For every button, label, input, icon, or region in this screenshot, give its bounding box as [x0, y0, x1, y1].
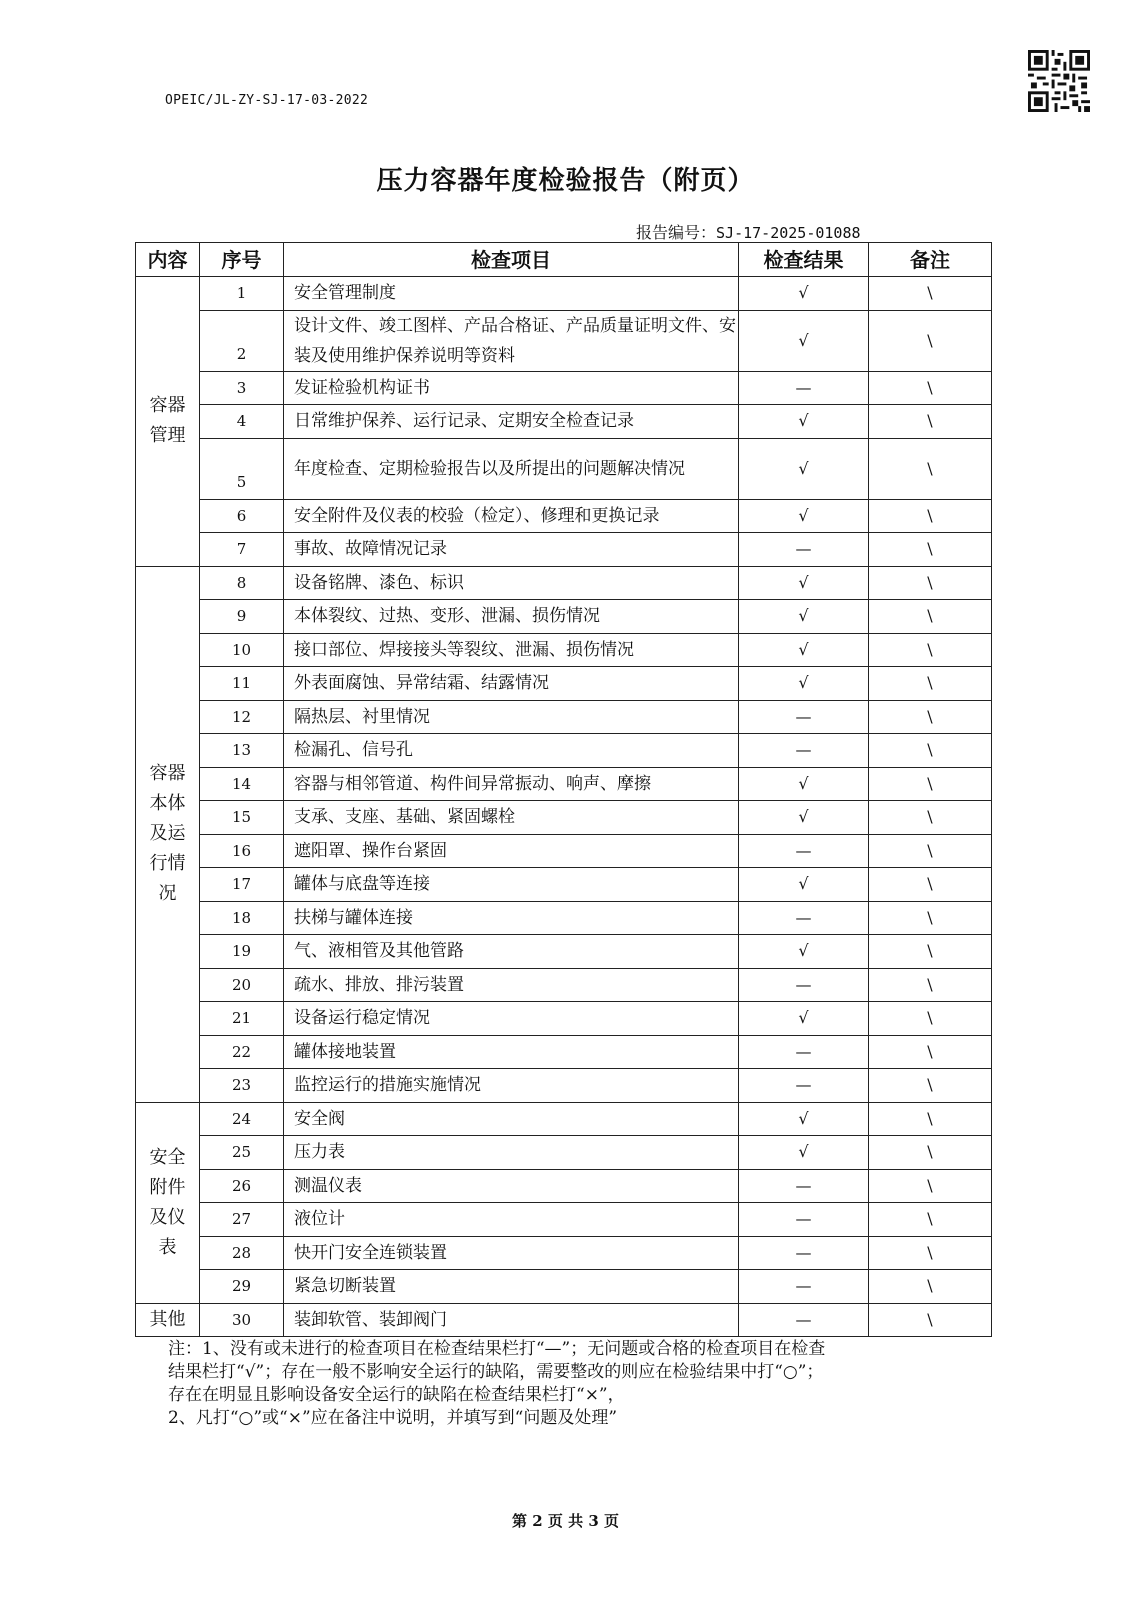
row-number: 22 [200, 1035, 284, 1069]
notes [168, 1338, 968, 1430]
row-number: 9 [200, 600, 284, 634]
note-line: 2、凡打“○”或“×”应在备注中说明，并填写到“问题及处理” [168, 1408, 618, 1428]
row-item: 安全附件及仪表的校验（检定）、修理和更换记录 [284, 499, 739, 533]
row-item: 日常维护保养、运行记录、定期安全检查记录 [284, 405, 739, 439]
table-row [136, 1002, 992, 1036]
row-number: 23 [200, 1069, 284, 1103]
document-code: OPEIC/JL-ZY-SJ-17-03-2022 [165, 93, 369, 108]
row-result: √ [739, 600, 869, 634]
row-remark: \ [869, 600, 992, 634]
row-result: √ [739, 277, 869, 311]
row-item: 遮阳罩、操作台紧固 [284, 834, 739, 868]
row-item: 安全管理制度 [284, 277, 739, 311]
row-number: 3 [200, 371, 284, 405]
row-remark: \ [869, 371, 992, 405]
row-number: 12 [200, 700, 284, 734]
header-remark: 备注 [869, 243, 992, 277]
row-item: 快开门安全连锁装置 [284, 1236, 739, 1270]
row-remark: \ [869, 533, 992, 567]
row-item: 安全阀 [284, 1102, 739, 1136]
row-item: 监控运行的措施实施情况 [284, 1069, 739, 1103]
row-result: — [739, 834, 869, 868]
row-remark: \ [869, 968, 992, 1002]
header-content: 内容 [136, 243, 200, 277]
row-result: √ [739, 767, 869, 801]
row-number: 18 [200, 901, 284, 935]
row-remark: \ [869, 1203, 992, 1237]
row-result: — [739, 1169, 869, 1203]
row-remark: \ [869, 1169, 992, 1203]
group-label-text: 其他 [149, 1308, 186, 1330]
row-number: 28 [200, 1236, 284, 1270]
table-row [136, 1203, 992, 1237]
row-result: √ [739, 405, 869, 439]
row-number: 30 [200, 1303, 284, 1337]
note-line: 注：1、没有或未进行的检查项目在检查结果栏打“—”；无问题或合格的检查项目在检查 [168, 1339, 826, 1359]
row-remark: \ [869, 667, 992, 701]
table-row [136, 801, 992, 835]
table-row [136, 868, 992, 902]
row-item: 罐体接地装置 [284, 1035, 739, 1069]
group-label-text: 容器管理 [149, 395, 186, 447]
table-row [136, 1169, 992, 1203]
row-item: 年度检查、定期检验报告以及所提出的问题解决情况 [284, 438, 739, 499]
row-result: √ [739, 667, 869, 701]
note-line: 存在在明显且影响设备安全运行的缺陷在检查结果栏打“×”， [168, 1385, 625, 1405]
row-item: 紧急切断装置 [284, 1270, 739, 1304]
table-row [136, 405, 992, 439]
table-row [136, 1035, 992, 1069]
row-result: — [739, 1270, 869, 1304]
row-remark: \ [869, 1236, 992, 1270]
table-row [136, 1136, 992, 1170]
row-remark: \ [869, 277, 992, 311]
row-number: 10 [200, 633, 284, 667]
row-item: 设备铭牌、漆色、标识 [284, 566, 739, 600]
row-item: 接口部位、焊接接头等裂纹、泄漏、损伤情况 [284, 633, 739, 667]
row-result: √ [739, 566, 869, 600]
row-result: √ [739, 801, 869, 835]
table-row [136, 633, 992, 667]
row-remark: \ [869, 834, 992, 868]
row-item: 疏水、排放、排污装置 [284, 968, 739, 1002]
row-number: 14 [200, 767, 284, 801]
table-row [136, 566, 992, 600]
row-item: 检漏孔、信号孔 [284, 734, 739, 768]
table-row [136, 1270, 992, 1304]
table-row [136, 499, 992, 533]
row-remark: \ [869, 1002, 992, 1036]
row-number: 8 [200, 566, 284, 600]
row-number: 5 [200, 438, 284, 499]
row-number: 7 [200, 533, 284, 567]
row-number: 21 [200, 1002, 284, 1036]
row-result: — [739, 968, 869, 1002]
row-item: 罐体与底盘等连接 [284, 868, 739, 902]
row-result: — [739, 1303, 869, 1337]
report-number-label: 报告编号： [636, 223, 717, 242]
row-result: — [739, 734, 869, 768]
group-label-text: 容器本体及运行情况 [149, 763, 186, 904]
row-number: 15 [200, 801, 284, 835]
row-item: 事故、故障情况记录 [284, 533, 739, 567]
row-result: √ [739, 868, 869, 902]
row-result: — [739, 1035, 869, 1069]
table-row [136, 533, 992, 567]
row-number: 4 [200, 405, 284, 439]
table-row [136, 277, 992, 311]
row-result: √ [739, 1102, 869, 1136]
row-result: √ [739, 438, 869, 499]
row-result: — [739, 1203, 869, 1237]
row-result: — [739, 371, 869, 405]
row-number: 1 [200, 277, 284, 311]
table-row [136, 700, 992, 734]
row-item: 支承、支座、基础、紧固螺栓 [284, 801, 739, 835]
header-result: 检查结果 [739, 243, 869, 277]
row-result: √ [739, 310, 869, 371]
row-result: — [739, 1236, 869, 1270]
table-row [136, 438, 992, 499]
row-remark: \ [869, 734, 992, 768]
row-result: √ [739, 1136, 869, 1170]
table-row [136, 1069, 992, 1103]
row-result: √ [739, 633, 869, 667]
row-result: — [739, 1069, 869, 1103]
group-label-text: 安全附件及仪表 [149, 1146, 186, 1258]
inspection-table [135, 242, 992, 1337]
row-remark: \ [869, 499, 992, 533]
row-remark: \ [869, 566, 992, 600]
table-row [136, 310, 992, 371]
table-header-row [136, 243, 992, 277]
note-line: 结果栏打“√”；存在一般不影响安全运行的缺陷，需要整改的则应在检验结果中打“○”； [168, 1362, 824, 1382]
row-number: 27 [200, 1203, 284, 1237]
row-result: √ [739, 499, 869, 533]
row-remark: \ [869, 901, 992, 935]
row-item: 气、液相管及其他管路 [284, 935, 739, 969]
row-number: 17 [200, 868, 284, 902]
table-row [136, 901, 992, 935]
row-remark: \ [869, 1069, 992, 1103]
row-remark: \ [869, 700, 992, 734]
table-row [136, 1102, 992, 1136]
row-remark: \ [869, 1270, 992, 1304]
row-number: 25 [200, 1136, 284, 1170]
row-remark: \ [869, 633, 992, 667]
row-number: 19 [200, 935, 284, 969]
table-row [136, 767, 992, 801]
row-remark: \ [869, 1303, 992, 1337]
row-remark: \ [869, 935, 992, 969]
row-result: √ [739, 1002, 869, 1036]
row-remark: \ [869, 1102, 992, 1136]
row-item: 容器与相邻管道、构件间异常振动、响声、摩擦 [284, 767, 739, 801]
table-row [136, 834, 992, 868]
row-item: 测温仪表 [284, 1169, 739, 1203]
group-label [136, 566, 200, 1102]
row-number: 20 [200, 968, 284, 1002]
row-item: 扶梯与罐体连接 [284, 901, 739, 935]
table-row [136, 371, 992, 405]
row-item: 外表面腐蚀、异常结霜、结露情况 [284, 667, 739, 701]
row-number: 26 [200, 1169, 284, 1203]
page-title: 压力容器年度检验报告（附页） [376, 166, 755, 196]
row-number: 24 [200, 1102, 284, 1136]
table-row [136, 968, 992, 1002]
row-number: 16 [200, 834, 284, 868]
row-item: 发证检验机构证书 [284, 371, 739, 405]
table-row [136, 1303, 992, 1337]
group-label [136, 1303, 200, 1337]
row-result: — [739, 700, 869, 734]
row-item: 设计文件、竣工图样、产品合格证、产品质量证明文件、安装及使用维护保养说明等资料 [284, 310, 739, 371]
row-item: 压力表 [284, 1136, 739, 1170]
row-number: 6 [200, 499, 284, 533]
row-result: — [739, 901, 869, 935]
row-remark: \ [869, 1035, 992, 1069]
table-row [136, 600, 992, 634]
row-item: 隔热层、衬里情况 [284, 700, 739, 734]
qr-code-icon [1028, 50, 1090, 112]
header-seq: 序号 [200, 243, 284, 277]
group-label [136, 277, 200, 567]
report-number [636, 220, 861, 243]
row-remark: \ [869, 310, 992, 371]
row-remark: \ [869, 801, 992, 835]
row-remark: \ [869, 405, 992, 439]
row-remark: \ [869, 1136, 992, 1170]
table-row [136, 667, 992, 701]
row-remark: \ [869, 767, 992, 801]
header-item: 检查项目 [284, 243, 739, 277]
row-item: 液位计 [284, 1203, 739, 1237]
row-number: 29 [200, 1270, 284, 1304]
report-number-value: SJ-17-2025-01088 [716, 224, 861, 242]
table-row [136, 1236, 992, 1270]
table-row [136, 734, 992, 768]
row-item: 设备运行稳定情况 [284, 1002, 739, 1036]
row-number: 11 [200, 667, 284, 701]
group-label [136, 1102, 200, 1303]
row-number: 2 [200, 310, 284, 371]
row-remark: \ [869, 438, 992, 499]
row-result: — [739, 533, 869, 567]
page-footer: 第 2 页 共 3 页 [512, 1512, 619, 1530]
table-row [136, 935, 992, 969]
row-item: 本体裂纹、过热、变形、泄漏、损伤情况 [284, 600, 739, 634]
row-number: 13 [200, 734, 284, 768]
row-remark: \ [869, 868, 992, 902]
row-result: √ [739, 935, 869, 969]
row-item: 装卸软管、装卸阀门 [284, 1303, 739, 1337]
